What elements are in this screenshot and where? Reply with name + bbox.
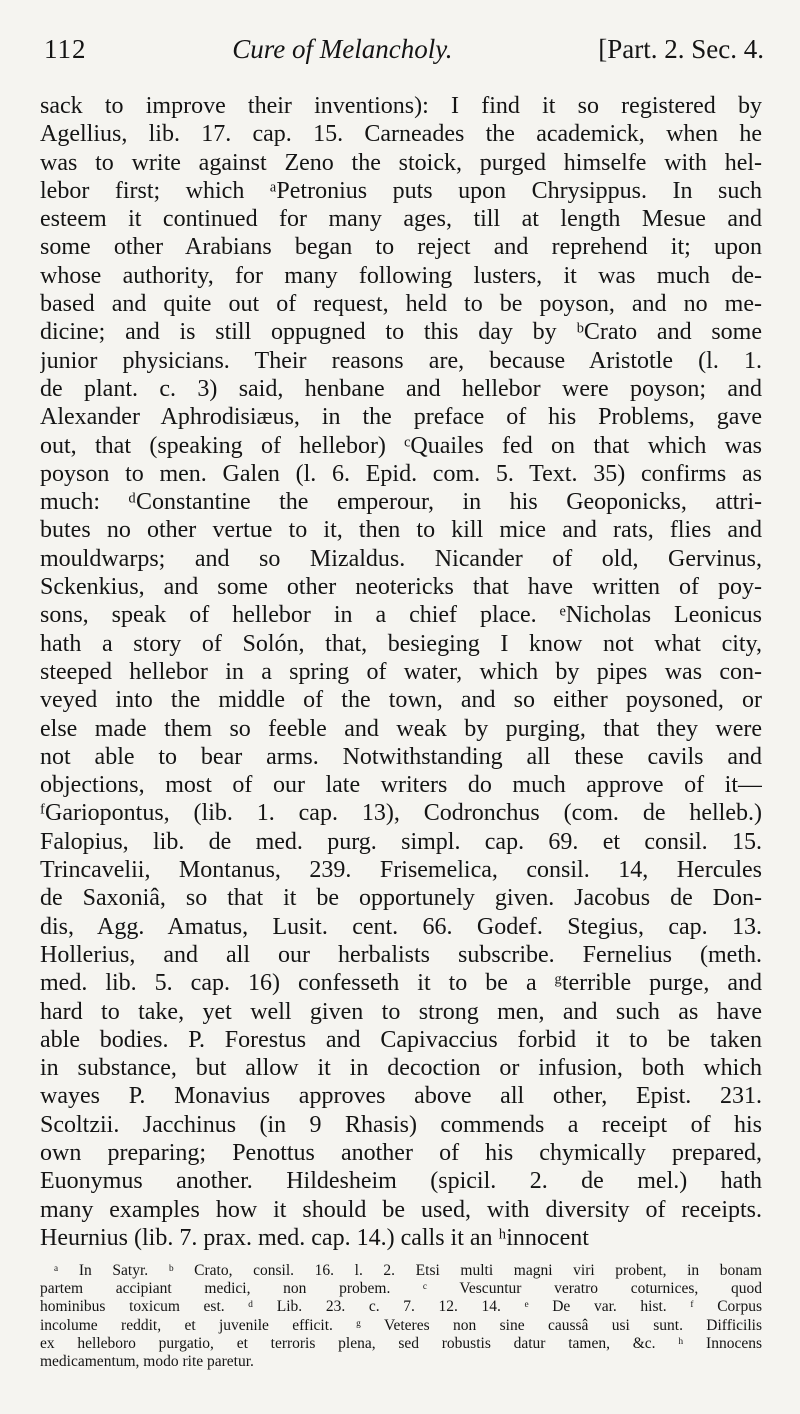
- body-line: butes no other vertue to it, then to kill mice and rats, flies and: [40, 517, 762, 544]
- body-line: dis, Agg. Amatus, Lusit. cent. 66. Godef. Stegius, cap. 13.: [40, 913, 762, 940]
- body-line: own preparing; Penottus another of his chymically prepared,: [40, 1139, 762, 1166]
- body-line: esteem it continued for many ages, till at length Mesue and: [40, 206, 762, 233]
- body-line: hard to take, yet well given to strong men, and such as have: [40, 998, 762, 1025]
- page-number: 112: [44, 34, 87, 64]
- body-line: Trincavelii, Montanus, 239. Frisemelica, consil. 14, Hercules: [40, 857, 762, 884]
- body-line: sack to improve their inventions): I find it so registered by: [40, 93, 762, 119]
- body-line: out, that (speaking of hellebor) ᶜQuailes fed on that which was: [40, 432, 762, 459]
- body-line: able bodies. P. Forestus and Capivaccius forbid it to be taken: [40, 1026, 762, 1053]
- footnotes: [40, 1262, 762, 1371]
- footnote-line: hominibus toxicum est. ᵈ Lib. 23. c. 7. 12. 14. ᵉ De var. hist. ᶠ Corpus: [40, 1298, 762, 1316]
- body-line: de plant. c. 3) said, henbane and hellebor were poyson; and: [40, 375, 762, 402]
- body-line: was to write against Zeno the stoick, purged himselfe with hel-: [40, 149, 762, 176]
- footnote-line: ᵃ In Satyr. ᵇ Crato, consil. 16. l. 2. Etsi multi magni viri probent, in bonam: [54, 1262, 762, 1279]
- body-text: [40, 92, 762, 1252]
- body-line: else made them so feeble and weak by purging, that they were: [40, 715, 762, 742]
- body-line: Hollerius, and all our herbalists subscribe. Fernelius (meth.: [40, 941, 762, 968]
- body-line: poyson to men. Galen (l. 6. Epid. com. 5. Text. 35) confirms as: [40, 460, 762, 487]
- body-line: Sckenkius, and some other neotericks that have written of poy-: [40, 574, 762, 601]
- body-line: de Saxoniâ, so that it be opportunely given. Jacobus de Don-: [40, 885, 762, 912]
- footnote-line: medicamentum, modo rite paretur.: [40, 1352, 254, 1370]
- body-line: veyed into the middle of the town, and so either poysoned, or: [40, 687, 762, 714]
- body-line: ᶠGariopontus, (lib. 1. cap. 13), Codronchus (com. de helleb.): [40, 800, 762, 827]
- body-line: much: ᵈConstantine the emperour, in his Geoponicks, attri-: [40, 489, 762, 516]
- footnote-line: partem accipiant medici, non probem. ᶜ Vescuntur veratro coturnices, quod: [40, 1280, 762, 1298]
- running-header: [44, 34, 764, 74]
- body-line: Alexander Aphrodisiæus, in the preface of his Problems, gave: [40, 404, 762, 431]
- body-line: sons, speak of hellebor in a chief place. ᵉNicholas Leonicus: [40, 602, 762, 629]
- body-line: steeped hellebor in a spring of water, which by pipes was con-: [40, 658, 762, 685]
- body-line: mouldwarps; and so Mizaldus. Nicander of old, Gervinus,: [40, 545, 762, 572]
- body-line: Heurnius (lib. 7. prax. med. cap. 14.) calls it an ʰinnocent: [40, 1224, 589, 1251]
- running-title: Cure of Melancholy.: [232, 34, 453, 64]
- body-line: many examples how it should be used, with diversity of receipts.: [40, 1196, 762, 1223]
- body-line: Euonymus another. Hildesheim (spicil. 2. de mel.) hath: [40, 1168, 762, 1195]
- body-line: Scoltzii. Jacchinus (in 9 Rhasis) commends a receipt of his: [40, 1111, 762, 1138]
- body-line: Falopius, lib. de med. purg. simpl. cap. 69. et consil. 15.: [40, 828, 762, 855]
- body-line: Agellius, lib. 17. cap. 15. Carneades the academick, when he: [40, 121, 762, 148]
- body-line: objections, most of our late writers do much approve of it—: [40, 772, 762, 799]
- body-line: med. lib. 5. cap. 16) confesseth it to be a ᵍterrible purge, and: [40, 970, 762, 997]
- body-line: junior physicians. Their reasons are, because Aristotle (l. 1.: [40, 347, 762, 374]
- body-line: whose authority, for many following lusters, it was much de-: [40, 262, 762, 289]
- body-line: lebor first; which ᵃPetronius puts upon Chrysippus. In such: [40, 177, 762, 204]
- body-line: some other Arabians began to reject and reprehend it; upon: [40, 234, 762, 261]
- footnote-line: incolume reddit, et juvenile efficit. ᵍ Veteres non sine caussâ usi sunt. Difficilis: [40, 1316, 762, 1334]
- body-line: dicine; and is still oppugned to this day by ᵇCrato and some: [40, 319, 762, 346]
- body-line: hath a story of Solón, that, besieging I know not what city,: [40, 630, 762, 657]
- body-line: based and quite out of request, held to be poyson, and no me-: [40, 291, 762, 318]
- section-marker: [Part. 2. Sec. 4.: [598, 34, 764, 64]
- body-line: in substance, but allow it in decoction or infusion, both which: [40, 1055, 762, 1082]
- body-line: not able to bear arms. Notwithstanding all these cavils and: [40, 743, 762, 770]
- footnote-line: ex helleboro purgatio, et terroris plena, sed robustis datur tamen, &c. ʰ Innocens: [40, 1334, 762, 1352]
- body-line: wayes P. Monavius approves above all other, Epist. 231.: [40, 1083, 762, 1110]
